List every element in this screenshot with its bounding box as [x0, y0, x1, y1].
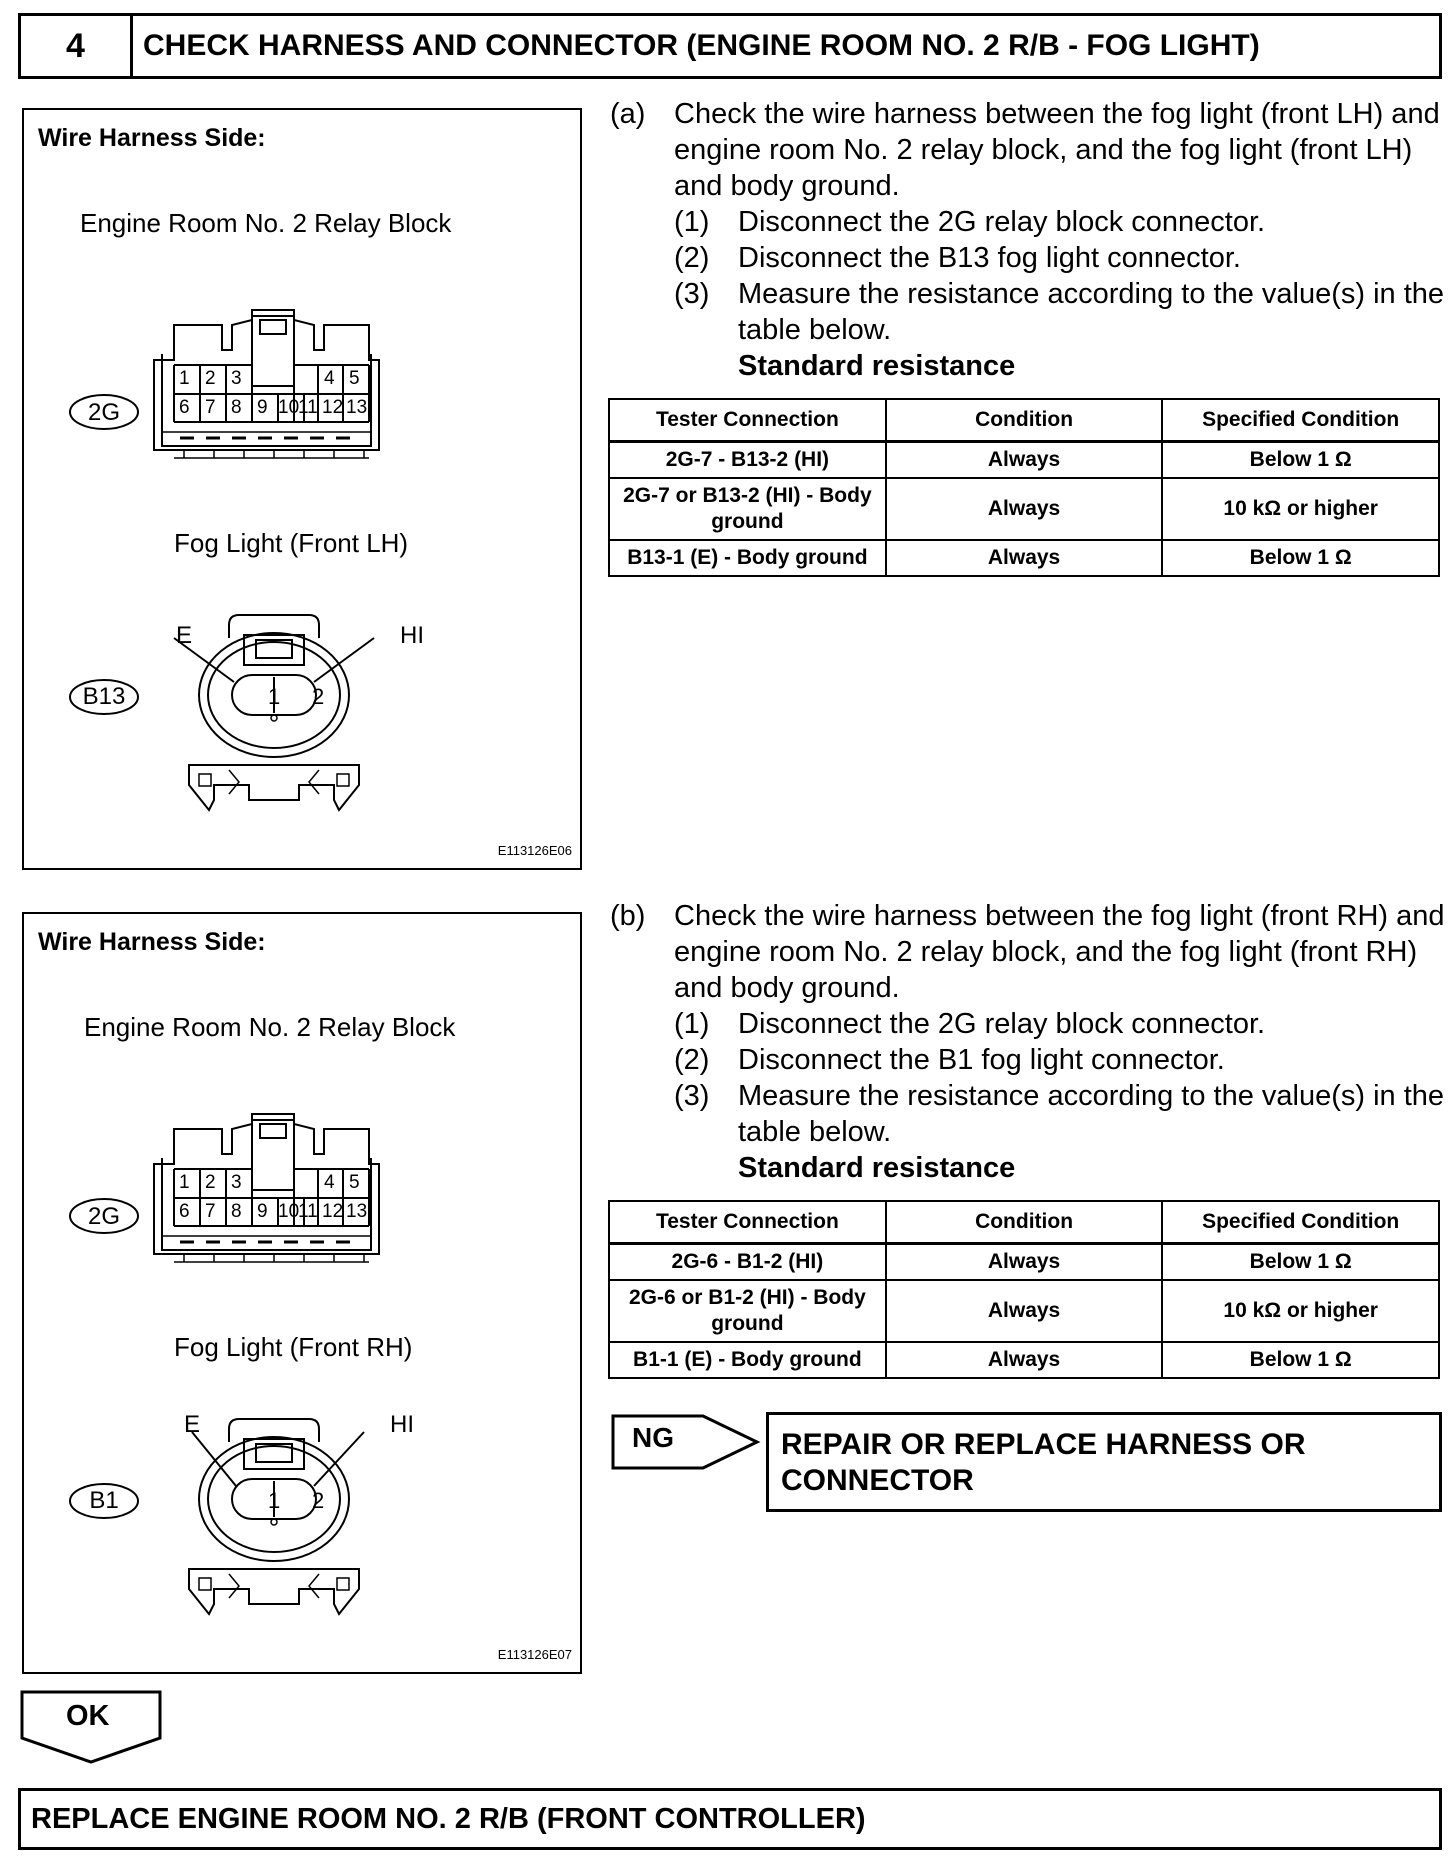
- ok-label: OK: [66, 1700, 110, 1732]
- pin-label: 5: [349, 368, 360, 389]
- table-cell: Always: [886, 442, 1163, 479]
- table-cell: B1-1 (E) - Body ground: [609, 1342, 886, 1378]
- pin-label: 12: [322, 397, 344, 418]
- pin-2-label: 2: [312, 1488, 325, 1513]
- step-a: [610, 96, 1450, 204]
- pin-label: 1: [179, 1172, 190, 1193]
- table-row: [609, 478, 1439, 540]
- standard-resistance-heading: Standard resistance: [738, 350, 1016, 382]
- connector-diagram: [24, 914, 580, 1672]
- sub-step-text: Disconnect the 2G relay block connector.: [738, 206, 1266, 238]
- table-cell: 10 kΩ or higher: [1162, 478, 1439, 540]
- pin-label: 3: [231, 1172, 242, 1193]
- step-number: 4: [21, 16, 133, 76]
- column-header: Specified Condition: [1162, 399, 1439, 442]
- table-cell: Always: [886, 1280, 1163, 1342]
- sub-step-1: [674, 204, 1450, 240]
- fog-connector-tag: B13: [82, 683, 126, 710]
- table-row: [609, 1280, 1439, 1342]
- figure-code: E113126E06: [497, 843, 572, 858]
- sub-step-number: (2): [674, 242, 710, 274]
- resistance-table-a: [608, 398, 1440, 577]
- pin-label: 13: [346, 1201, 368, 1222]
- sub-step-text: Disconnect the B1 fog light connector.: [738, 1044, 1225, 1076]
- column-header: Specified Condition: [1162, 1201, 1439, 1244]
- sub-step-text: Measure the resistance according to the value(s) in the table below.: [738, 1080, 1445, 1148]
- pin-label: 7: [205, 397, 216, 418]
- final-action-text: REPLACE ENGINE ROOM NO. 2 R/B (FRONT CONTROLLER): [31, 1802, 866, 1835]
- pin-hi-label: HI: [390, 1411, 414, 1438]
- pin-label: 12: [322, 1201, 344, 1222]
- step-b-instructions: [610, 898, 1450, 1186]
- fog-connector-drawing: [174, 615, 374, 810]
- connector-diagram: [24, 110, 580, 868]
- pin-label: 2: [205, 1172, 216, 1193]
- pin-label: 13: [346, 397, 368, 418]
- pin-label: 10: [278, 1201, 300, 1222]
- pin-label: 10: [278, 397, 300, 418]
- figure-title: Wire Harness Side:: [38, 124, 266, 152]
- relay-block-label: Engine Room No. 2 Relay Block: [84, 1012, 456, 1042]
- table-header-row: [609, 399, 1439, 442]
- pin-label: 7: [205, 1201, 216, 1222]
- sub-step-text: Disconnect the 2G relay block connector.: [738, 1008, 1266, 1040]
- sub-step-number: (3): [674, 1080, 710, 1112]
- table-row: [609, 1342, 1439, 1378]
- pin-label: 3: [231, 368, 242, 389]
- sub-step-1: [674, 1006, 1450, 1042]
- pin-label: 4: [324, 1172, 335, 1193]
- step-letter: (b): [610, 900, 646, 932]
- resistance-table-b: [608, 1200, 1440, 1379]
- step-a-instructions: [610, 96, 1450, 384]
- ng-label: NG: [632, 1422, 674, 1453]
- standard-resistance-heading: Standard resistance: [738, 1152, 1016, 1184]
- table-cell: 2G-7 - B13-2 (HI): [609, 442, 886, 479]
- figure-code: E113126E07: [497, 1647, 572, 1662]
- pin-label: 4: [324, 368, 335, 389]
- table-cell: B13-1 (E) - Body ground: [609, 540, 886, 576]
- pin-label: 6: [179, 1201, 190, 1222]
- pin-label: 5: [349, 1172, 360, 1193]
- table-cell: 2G-7 or B13-2 (HI) - Body ground: [609, 478, 886, 540]
- column-header: Condition: [886, 1201, 1163, 1244]
- pin-1-label: 1: [268, 684, 281, 709]
- ng-action-box: [766, 1412, 1442, 1512]
- fog-light-label: Fog Light (Front RH): [174, 1332, 413, 1362]
- table-cell: Always: [886, 1342, 1163, 1378]
- table-header-row: [609, 1201, 1439, 1244]
- sub-step-number: (1): [674, 1008, 710, 1040]
- step-text: Check the wire harness between the fog light (front LH) and engine room No. 2 relay block, and the fog light (front LH) and body ground.: [674, 98, 1440, 202]
- pin-hi-label: HI: [400, 622, 424, 649]
- table-cell: Always: [886, 540, 1163, 576]
- step-text: Check the wire harness between the fog light (front RH) and engine room No. 2 relay block, and the fog light (front RH) and body ground.: [674, 900, 1445, 1004]
- sub-step-text: Measure the resistance according to the value(s) in the table below.: [738, 278, 1445, 346]
- sub-step-3: [674, 1078, 1450, 1150]
- pin-label: 6: [179, 397, 190, 418]
- table-cell: 2G-6 - B1-2 (HI): [609, 1244, 886, 1281]
- sub-step-2: [674, 1042, 1450, 1078]
- table-cell: Below 1 Ω: [1162, 540, 1439, 576]
- pin-e-label: E: [184, 1411, 201, 1438]
- figure-b: [22, 912, 582, 1674]
- final-action-box: [18, 1788, 1442, 1850]
- relay-connector-tag: 2G: [87, 399, 120, 426]
- relay-connector-tag: 2G: [87, 1203, 120, 1230]
- table-row: [609, 442, 1439, 479]
- column-header: Tester Connection: [609, 399, 886, 442]
- table-cell: 10 kΩ or higher: [1162, 1280, 1439, 1342]
- column-header: Condition: [886, 399, 1163, 442]
- sub-step-3: [674, 276, 1450, 348]
- table-cell: Below 1 Ω: [1162, 442, 1439, 479]
- pin-label: 8: [231, 397, 242, 418]
- pin-label: 9: [257, 1201, 268, 1222]
- table-cell: 2G-6 or B1-2 (HI) - Body ground: [609, 1280, 886, 1342]
- pin-label: 11: [298, 1201, 318, 1222]
- table-row: [609, 540, 1439, 576]
- fog-connector-drawing: [189, 1419, 364, 1614]
- sub-step-2: [674, 240, 1450, 276]
- sub-step-number: (1): [674, 206, 710, 238]
- pin-label: 8: [231, 1201, 242, 1222]
- fog-light-label: Fog Light (Front LH): [174, 528, 409, 558]
- table-row: [609, 1244, 1439, 1281]
- step-title: CHECK HARNESS AND CONNECTOR (ENGINE ROOM NO. 2 R/B - FOG LIGHT): [143, 29, 1260, 62]
- pin-label: 1: [179, 368, 190, 389]
- step-b: [610, 898, 1450, 1006]
- figure-a: [22, 108, 582, 870]
- pin-label: 2: [205, 368, 216, 389]
- pin-e-label: E: [176, 622, 193, 649]
- pin-label: 11: [298, 397, 318, 418]
- column-header: Tester Connection: [609, 1201, 886, 1244]
- sub-step-number: (2): [674, 1044, 710, 1076]
- step-header: [18, 13, 1442, 79]
- relay-block-label: Engine Room No. 2 Relay Block: [80, 208, 452, 238]
- table-cell: Below 1 Ω: [1162, 1342, 1439, 1378]
- ng-action-text: REPAIR OR REPLACE HARNESS OR CONNECTOR: [781, 1428, 1306, 1497]
- step-letter: (a): [610, 98, 646, 130]
- figure-title: Wire Harness Side:: [38, 928, 266, 956]
- sub-step-text: Disconnect the B13 fog light connector.: [738, 242, 1241, 274]
- sub-step-number: (3): [674, 278, 710, 310]
- pin-1-label: 1: [268, 1488, 281, 1513]
- table-cell: Always: [886, 478, 1163, 540]
- table-cell: Always: [886, 1244, 1163, 1281]
- table-cell: Below 1 Ω: [1162, 1244, 1439, 1281]
- pin-2-label: 2: [312, 684, 325, 709]
- pin-label: 9: [257, 397, 268, 418]
- fog-connector-tag: B1: [89, 1487, 119, 1514]
